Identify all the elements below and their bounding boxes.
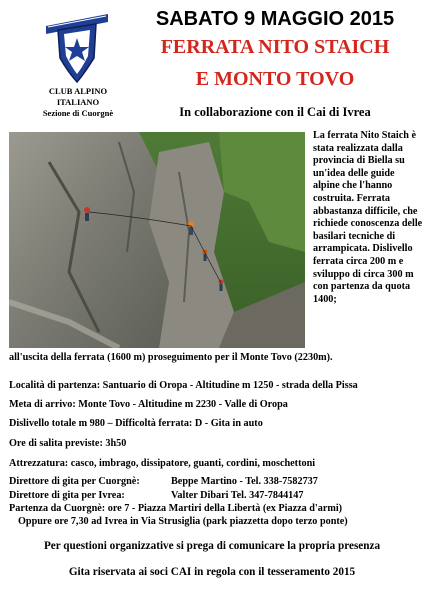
description-side-text: La ferrata Nito Staich è stata realizzata dalla provincia di Biella su un'idea delle guide alpine che l'hanno costruita. Ferrata abbastanza difficile, che richiede conoscenza delle basilari tecniche di arrampicata. Dislivello ferrata circa 200 m e sviluppo di circa 300 m con partenza da quota 1400; <box>313 130 423 305</box>
director-cuorgne: Beppe Martino - Tel. 338-7582737 <box>171 476 318 487</box>
climbing-photo <box>9 132 305 348</box>
director-cuorgne-row <box>9 476 421 489</box>
destination: Meta di arrivo: Monte Tovo - Altitudine m 2230 - Valle di Oropa <box>9 399 288 410</box>
elevation-difficulty: Dislivello totale m 980 – Difficoltà ferrata: D - Gita in auto <box>9 418 263 429</box>
director-ivrea: Valter Dibari Tel. 347-7844147 <box>171 490 304 501</box>
club-name-block <box>28 86 128 119</box>
start-location: Località di partenza: Santuario di Oropa - Altitudine m 1250 - strada della Pissa <box>9 380 358 391</box>
director-ivrea-row <box>9 490 421 503</box>
membership-note: Gita riservata ai soci CAI in regola con il tesseramento 2015 <box>68 566 356 578</box>
organization-note: Per questioni organizzative si prega di comunicare la propria presenza <box>43 540 381 552</box>
description-continuation: all'uscita della ferrata (1600 m) proseguimento per il Monte Tovo (2230m). <box>9 352 333 363</box>
event-date: SABATO 9 MAGGIO 2015 <box>155 8 395 30</box>
departure-ivrea: Oppure ore 7,30 ad Ivrea in Via Strusiglia (park piazzetta dopo terzo ponte) <box>18 516 348 527</box>
departure-cuorgne: Partenza da Cuorgnè: ore 7 - Piazza Martiri della Libertà (ex Piazza d'armi) <box>9 503 343 514</box>
director-cuorgne-label: Direttore di gita per Cuorgnè: <box>9 476 140 487</box>
title-line-2: E MONTO TOVO <box>195 68 355 90</box>
director-ivrea-label: Direttore di gita per Ivrea: <box>9 490 125 501</box>
ascent-time: Ore di salita previste: 3h50 <box>9 438 127 449</box>
equipment: Attrezzatura: casco, imbrago, dissipatore, guanti, cordini, moschettoni <box>9 458 316 469</box>
club-section: Sezione di Cuorgnè <box>42 108 114 118</box>
collaboration-note: In collaborazione con il Cai di Ivrea <box>179 105 371 119</box>
club-name: CLUB ALPINO ITALIANO <box>48 86 108 107</box>
cai-logo-icon <box>44 8 110 84</box>
title-line-1: FERRATA NITO STAICH <box>160 36 390 58</box>
